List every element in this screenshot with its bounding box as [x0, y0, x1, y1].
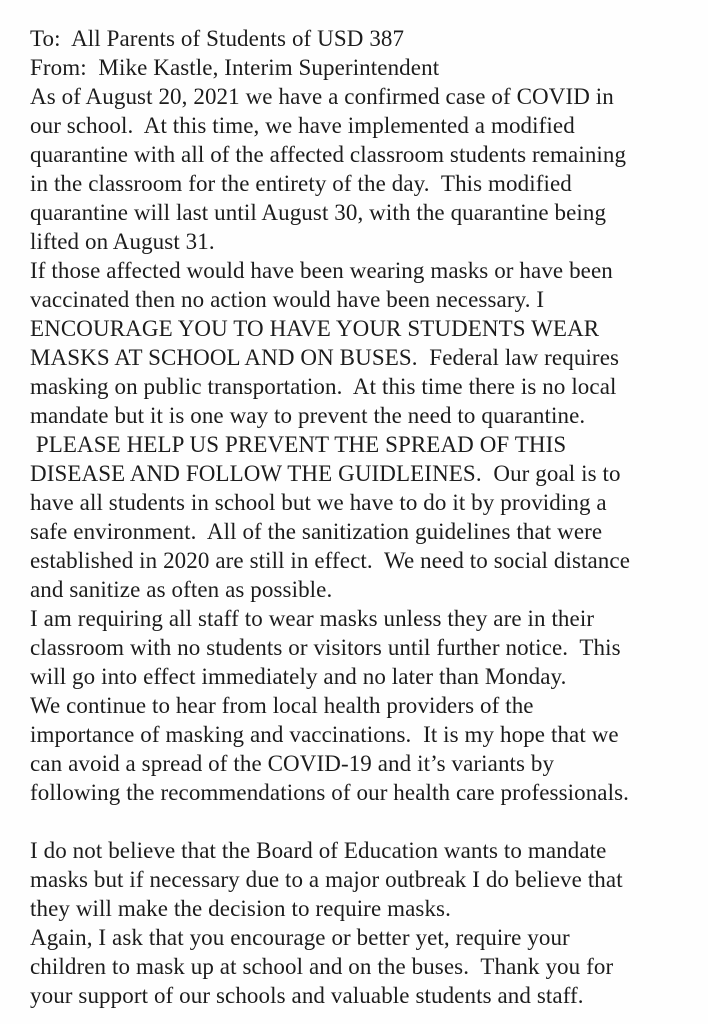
document-line: safe environment. All of the sanitization guidelines that were: [30, 519, 603, 544]
document-line: following the recommendations of our health care professionals.: [30, 780, 630, 805]
document-line: MASKS AT SCHOOL AND ON BUSES. Federal law requires: [30, 345, 620, 370]
document-line: Again, I ask that you encourage or better yet, require your: [30, 925, 570, 950]
document-line: If those affected would have been wearing masks or have been: [30, 258, 613, 283]
document-line: lifted on August 31.: [30, 229, 215, 254]
document-line: children to mask up at school and on the buses. Thank you for: [30, 954, 614, 979]
document-blank-line: [30, 807, 680, 836]
document-line: your support of our schools and valuable students and staff.: [30, 983, 584, 1008]
document-line: importance of masking and vaccinations. It is my hope that we: [30, 722, 619, 747]
document-line: have all students in school but we have to do it by providing a: [30, 490, 607, 515]
document-line: As of August 20, 2021 we have a confirmed case of COVID in: [30, 84, 614, 109]
document-line: I am requiring all staff to wear masks unless they are in their: [30, 606, 595, 631]
document-line: in the classroom for the entirety of the day. This modified: [30, 171, 572, 196]
document-line: they will make the decision to require masks.: [30, 896, 451, 921]
document-line: classroom with no students or visitors until further notice. This: [30, 635, 621, 660]
document-line: vaccinated then no action would have been necessary. I: [30, 287, 545, 312]
document-line-from: From: Mike Kastle, Interim Superintendent: [30, 55, 440, 80]
document-line: will go into effect immediately and no later than Monday.: [30, 664, 567, 689]
document-line: our school. At this time, we have implemented a modified: [30, 113, 575, 138]
document-line: and sanitize as often as possible.: [30, 577, 333, 602]
document-line: quarantine will last until August 30, with the quarantine being: [30, 200, 607, 225]
document-line-to: To: All Parents of Students of USD 387: [30, 26, 405, 51]
document-line: established in 2020 are still in effect. We need to social distance: [30, 548, 631, 573]
document-line: mandate but it is one way to prevent the need to quarantine.: [30, 403, 586, 428]
document-line: can avoid a spread of the COVID-19 and it’s variants by: [30, 751, 555, 776]
document-line: We continue to hear from local health providers of the: [30, 693, 534, 718]
document-line: ENCOURAGE YOU TO HAVE YOUR STUDENTS WEAR: [30, 316, 600, 341]
document-line: masks but if necessary due to a major outbreak I do believe that: [30, 867, 623, 892]
document-line: I do not believe that the Board of Education wants to mandate: [30, 838, 607, 863]
document-line: masking on public transportation. At this time there is no local: [30, 374, 617, 399]
document-line: DISEASE AND FOLLOW THE GUIDLEINES. Our goal is to: [30, 461, 621, 486]
document-line: PLEASE HELP US PREVENT THE SPREAD OF THIS: [30, 432, 567, 457]
document-line: quarantine with all of the affected classroom students remaining: [30, 142, 627, 167]
